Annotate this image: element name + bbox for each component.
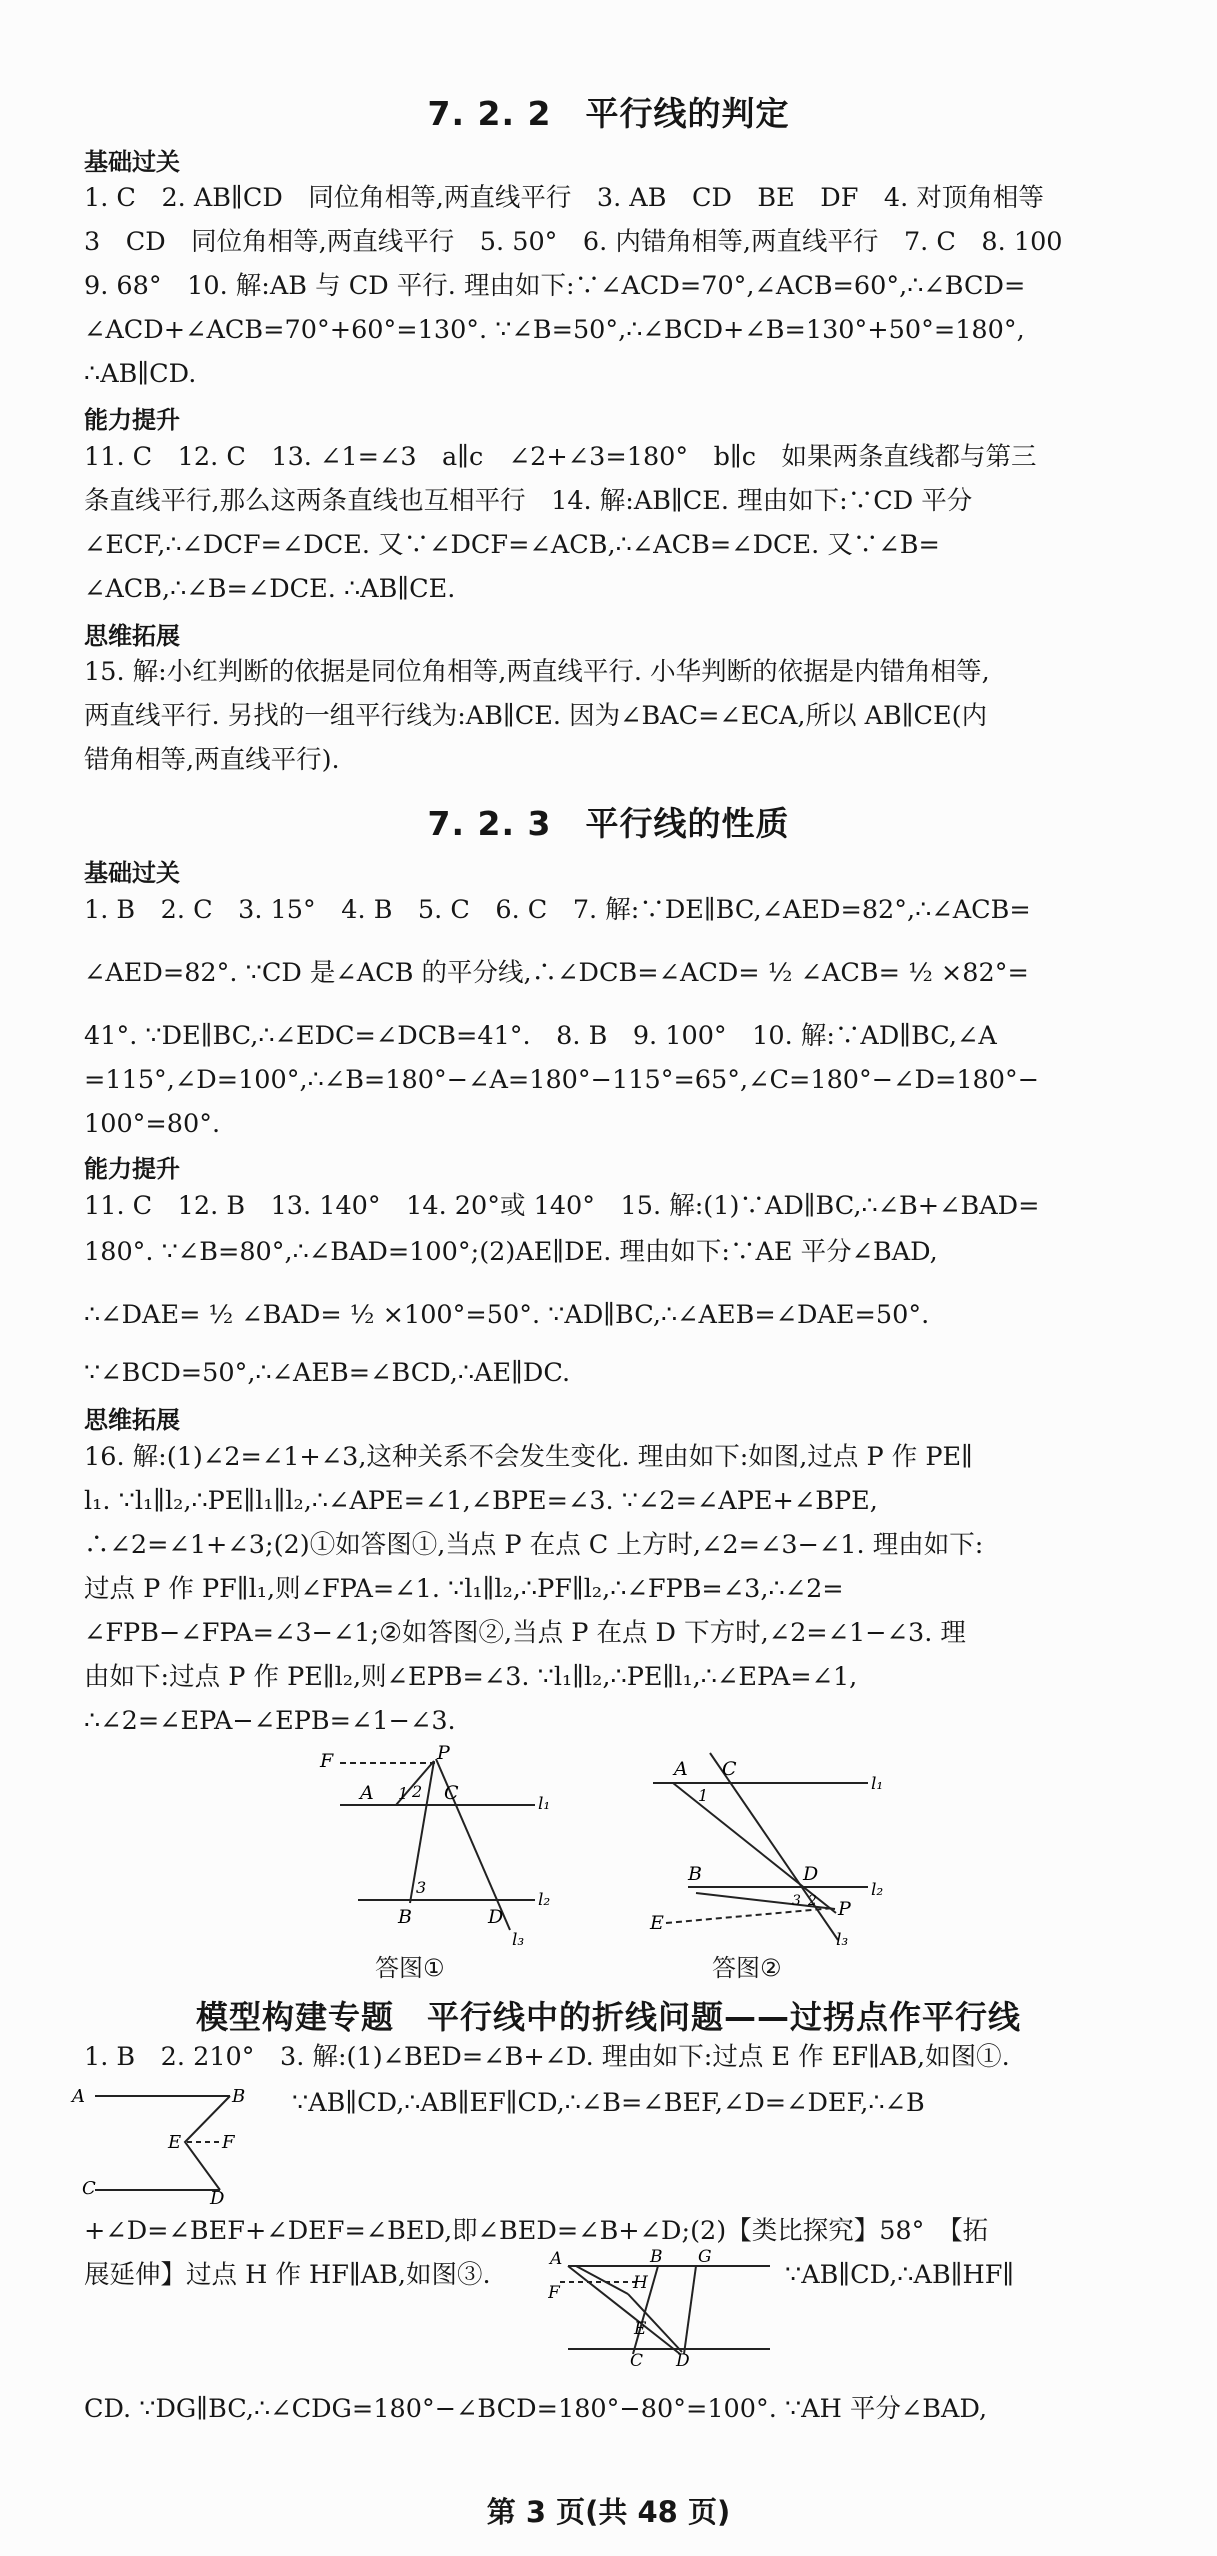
answer-line: ∴∠2=∠EPA−∠EPB=∠1−∠3. bbox=[84, 1706, 456, 1736]
answer-line: ∠ACD+∠ACB=70°+60°=130°. ∵∠B=50°,∴∠BCD+∠B=130°+50°=180°, bbox=[84, 315, 1025, 345]
answer-line: 41°. ∵DE∥BC,∴∠EDC=∠DCB=41°. 8. B 9. 100° 10. 解:∵AD∥BC,∠A bbox=[84, 1021, 997, 1051]
model-figure-3 bbox=[548, 2246, 778, 2366]
answer-line: 15. 解:小红判断的依据是同位角相等,两直线平行. 小华判断的依据是内错角相等, bbox=[84, 657, 990, 687]
section-extend-1: 思维拓展 bbox=[84, 622, 180, 650]
model-figure-1 bbox=[70, 2080, 280, 2205]
answer-line: ∠AED=82°. ∵CD 是∠ACB 的平分线,∴∠DCB=∠ACD= ½ ∠ACB= ½ ×82°= bbox=[84, 958, 1029, 988]
label-l3: l₃ bbox=[836, 1930, 849, 1950]
label-F: F bbox=[222, 2132, 235, 2153]
label-l2: l₂ bbox=[538, 1890, 551, 1910]
answer-line: 两直线平行. 另找的一组平行线为:AB∥CE. 因为∠BAC=∠ECA,所以 AB∥CE(内 bbox=[84, 701, 988, 731]
label-C: C bbox=[630, 2351, 644, 2366]
label-G: G bbox=[698, 2247, 712, 2267]
answer-line: 11. C 12. B 13. 140° 14. 20°或 140° 15. 解:(1)∵AD∥BC,∴∠B+∠BAD= bbox=[84, 1191, 1040, 1221]
label-l2: l₂ bbox=[871, 1880, 884, 1900]
answer-line: =115°,∠D=100°,∴∠B=180°−∠A=180°−115°=65°,∠C=180°−∠D=180°− bbox=[84, 1065, 1040, 1095]
answer-line: ∵AB∥CD,∴AB∥HF∥ bbox=[785, 2260, 1015, 2290]
label-P: P bbox=[437, 1745, 450, 1764]
answer-figure-2 bbox=[638, 1745, 908, 1950]
label-D: D bbox=[676, 2351, 690, 2366]
label-D: D bbox=[803, 1863, 819, 1885]
label-F: F bbox=[548, 2283, 560, 2303]
answer-line: 100°=80°. bbox=[84, 1109, 221, 1139]
figure-caption-2: 答图② bbox=[712, 1954, 782, 1982]
answer-line: ∠ECF,∴∠DCF=∠DCE. 又∵∠DCF=∠ACB,∴∠ACB=∠DCE. 又∵∠B= bbox=[84, 530, 940, 560]
label-B: B bbox=[398, 1906, 412, 1928]
label-D: D bbox=[488, 1906, 504, 1928]
answer-line: 过点 P 作 PF∥l₁,则∠FPA=∠1. ∵l₁∥l₂,∴PF∥l₂,∴∠FPB=∠3,∴∠2= bbox=[84, 1574, 844, 1604]
answer-line: 9. 68° 10. 解:AB 与 CD 平行. 理由如下:∵∠ACD=70°,∠ACB=60°,∴∠BCD= bbox=[84, 271, 1026, 301]
answer-line: ∴AB∥CD. bbox=[84, 359, 197, 389]
label-l1: l₁ bbox=[871, 1774, 884, 1794]
label-E: E bbox=[634, 2319, 647, 2339]
label-D: D bbox=[210, 2188, 225, 2205]
label-C: C bbox=[722, 1758, 737, 1780]
answer-line: 1. B 2. C 3. 15° 4. B 5. C 6. C 7. 解:∵DE∥BC,∠AED=82°,∴∠ACB= bbox=[84, 895, 1031, 925]
label-2: 2 bbox=[808, 1893, 817, 1909]
answer-line: ∴∠DAE= ½ ∠BAD= ½ ×100°=50°. ∵AD∥BC,∴∠AEB=∠DAE=50°. bbox=[84, 1300, 930, 1330]
label-C: C bbox=[444, 1782, 459, 1804]
label-A: A bbox=[72, 2086, 85, 2107]
page-footer: 第 3 页(共 48 页) bbox=[486, 2495, 731, 2529]
label-B: B bbox=[688, 1863, 702, 1885]
figure-caption-1: 答图① bbox=[375, 1954, 445, 1982]
answer-line: 3 CD 同位角相等,两直线平行 5. 50° 6. 内错角相等,两直线平行 7. C 8. 100 bbox=[84, 227, 1063, 257]
label-H: H bbox=[633, 2273, 648, 2293]
section-extend-2: 思维拓展 bbox=[84, 1406, 180, 1434]
label-B: B bbox=[232, 2086, 246, 2107]
answer-line: CD. ∵DG∥BC,∴∠CDG=180°−∠BCD=180°−80°=100°. ∵AH 平分∠BAD, bbox=[84, 2394, 988, 2424]
label-F: F bbox=[320, 1750, 334, 1772]
section-basic-1: 基础过关 bbox=[84, 148, 180, 176]
answer-line: 11. C 12. C 13. ∠1=∠3 a∥c ∠2+∠3=180° b∥c 如果两条直线都与第三 bbox=[84, 442, 1037, 472]
answer-figure-1 bbox=[310, 1745, 570, 1950]
label-3: 3 bbox=[416, 1878, 427, 1897]
label-l1: l₁ bbox=[538, 1794, 551, 1814]
answer-line: 1. C 2. AB∥CD 同位角相等,两直线平行 3. AB CD BE DF 4. 对顶角相等 bbox=[84, 183, 1044, 213]
answer-line: ∴∠2=∠1+∠3;(2)①如答图①,当点 P 在点 C 上方时,∠2=∠3−∠1. 理由如下: bbox=[84, 1530, 984, 1560]
label-1: 1 bbox=[398, 1784, 409, 1803]
section-advance-1: 能力提升 bbox=[84, 406, 180, 434]
answer-line: ∵AB∥CD,∴AB∥EF∥CD,∴∠B=∠BEF,∠D=∠DEF,∴∠B bbox=[292, 2088, 925, 2118]
label-C: C bbox=[82, 2178, 96, 2199]
answer-line: 180°. ∵∠B=80°,∴∠BAD=100°;(2)AE∥DE. 理由如下:∵AE 平分∠BAD, bbox=[84, 1237, 938, 1267]
label-2: 2 bbox=[412, 1782, 423, 1801]
answer-line: 错角相等,两直线平行). bbox=[84, 745, 340, 775]
label-E: E bbox=[650, 1912, 664, 1934]
answer-line: 由如下:过点 P 作 PE∥l₂,则∠EPB=∠3. ∵l₁∥l₂,∴PE∥l₁,∴∠EPA=∠1, bbox=[84, 1662, 858, 1692]
label-E: E bbox=[168, 2132, 182, 2153]
section-basic-2: 基础过关 bbox=[84, 859, 180, 887]
label-A: A bbox=[360, 1782, 374, 1804]
heading-7-2-2: 7. 2. 2 平行线的判定 bbox=[427, 94, 790, 133]
answer-line: l₁. ∵l₁∥l₂,∴PE∥l₁∥l₂,∴∠APE=∠1,∠BPE=∠3. ∵∠2=∠APE+∠BPE, bbox=[84, 1486, 878, 1516]
answer-line: ∵∠BCD=50°,∴∠AEB=∠BCD,∴AE∥DC. bbox=[84, 1358, 571, 1388]
answer-line: 条直线平行,那么这两条直线也互相平行 14. 解:AB∥CE. 理由如下:∵CD 平分 bbox=[84, 486, 973, 516]
label-l3: l₃ bbox=[512, 1930, 525, 1950]
label-P: P bbox=[838, 1898, 851, 1920]
answer-line: +∠D=∠BEF+∠DEF=∠BED,即∠BED=∠B+∠D;(2)【类比探究】58° 【拓 bbox=[84, 2216, 989, 2246]
label-3: 3 bbox=[792, 1893, 801, 1909]
label-1: 1 bbox=[698, 1786, 709, 1805]
answer-line: ∠ACB,∴∠B=∠DCE. ∴AB∥CE. bbox=[84, 574, 456, 604]
answer-line: 16. 解:(1)∠2=∠1+∠3,这种关系不会发生变化. 理由如下:如图,过点 P 作 PE∥ bbox=[84, 1442, 973, 1472]
answer-line: ∠FPB−∠FPA=∠3−∠1;②如答图②,当点 P 在点 D 下方时,∠2=∠1−∠3. 理 bbox=[84, 1618, 966, 1648]
heading-model-topic: 模型构建专题 平行线中的折线问题——过拐点作平行线 bbox=[195, 1998, 1021, 2036]
label-B: B bbox=[650, 2247, 663, 2267]
heading-7-2-3: 7. 2. 3 平行线的性质 bbox=[427, 804, 790, 843]
answer-line: 展延伸】过点 H 作 HF∥AB,如图③. bbox=[84, 2260, 491, 2290]
answer-line: 1. B 2. 210° 3. 解:(1)∠BED=∠B+∠D. 理由如下:过点 E 作 EF∥AB,如图①. bbox=[84, 2042, 1010, 2072]
section-advance-2: 能力提升 bbox=[84, 1155, 180, 1183]
label-A: A bbox=[674, 1758, 688, 1780]
label-A: A bbox=[550, 2249, 563, 2269]
